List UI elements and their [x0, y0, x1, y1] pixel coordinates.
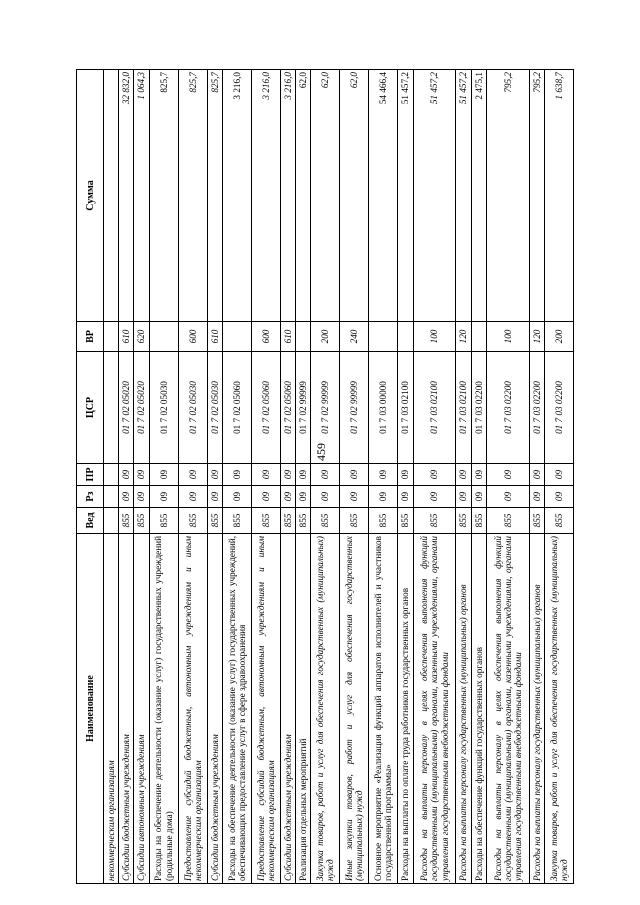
cell-ved: 855: [544, 508, 573, 534]
cell-csr: 01 7 03 02200: [529, 352, 544, 464]
cell-csr: 01 7 02 99999: [340, 352, 369, 464]
cell-name: Основное мероприятие «Реализация функций аппаратов исполнителей и участников государственной программы»: [369, 534, 398, 884]
cell-sum: 1 064,3: [134, 70, 149, 322]
table-row: [251, 70, 280, 884]
table-row: [296, 70, 311, 884]
cell-ved: 855: [471, 508, 486, 534]
cell-vr: 200: [311, 322, 340, 352]
cell-vr: 100: [486, 322, 529, 352]
cell-pr: 09: [398, 464, 413, 486]
header-vr: ВР: [77, 322, 104, 352]
cell-name: Расходы на обеспечение деятельности (оказание услуг) государственных учреждений (родильные дома): [149, 534, 178, 884]
cell-vr: 610: [119, 322, 134, 352]
cell-rz: 09: [340, 486, 369, 508]
cell-rz: 09: [529, 486, 544, 508]
cell-pr: 09: [251, 464, 280, 486]
cell-pr: 09: [207, 464, 222, 486]
table-row: [413, 70, 456, 884]
cell-ved: 855: [311, 508, 340, 534]
cell-sum: 62,0: [340, 70, 369, 322]
cell-csr: 01 7 02 05030: [178, 352, 207, 464]
cell-csr: 01 7 03 02100: [398, 352, 413, 464]
cell-vr: 200: [544, 322, 573, 352]
cell-name: Субсидии бюджетным учреждениям: [207, 534, 222, 884]
table-row: [311, 70, 340, 884]
cell-rz: 09: [544, 486, 573, 508]
header-row: [77, 70, 104, 884]
cell-name: Расходы на обеспечение функций государственных органов: [471, 534, 486, 884]
cell-sum: 1 638,7: [544, 70, 573, 322]
cell-rz: 09: [149, 486, 178, 508]
cell-csr: 01 7 03 02100: [413, 352, 456, 464]
table-row: [119, 70, 134, 884]
cell-vr: [104, 322, 119, 352]
cell-vr: 120: [529, 322, 544, 352]
cell-name: Закупка товаров, работ и услуг для обеспечения государственных (муниципальных) нужд: [311, 534, 340, 884]
cell-ved: 855: [280, 508, 295, 534]
cell-sum: 32 832,0: [119, 70, 134, 322]
cell-name: Иные закупки товаров, работ и услуг для обеспечения государственных (муниципальных) нужд: [340, 534, 369, 884]
cell-name: Расходы на выплаты персоналу государственных (муниципальных) органов: [456, 534, 471, 884]
cell-pr: 09: [149, 464, 178, 486]
cell-pr: [104, 464, 119, 486]
cell-pr: 09: [544, 464, 573, 486]
cell-vr: 100: [413, 322, 456, 352]
cell-vr: 600: [251, 322, 280, 352]
cell-pr: 09: [296, 464, 311, 486]
cell-pr: 09: [178, 464, 207, 486]
table-row: [398, 70, 413, 884]
cell-csr: 01 7 02 05030: [149, 352, 178, 464]
cell-name: некоммерческим организациям: [104, 534, 119, 884]
cell-sum: [104, 70, 119, 322]
cell-rz: 09: [413, 486, 456, 508]
table-row: [529, 70, 544, 884]
cell-name: Расходы на обеспечение деятельности (оказание услуг) государственных учреждений, обеспечивающих предоставление услуг в сфере здравоохранения: [222, 534, 251, 884]
cell-sum: 795,2: [529, 70, 544, 322]
cell-ved: 855: [296, 508, 311, 534]
cell-ved: 855: [134, 508, 149, 534]
cell-pr: 09: [134, 464, 149, 486]
cell-pr: 09: [413, 464, 456, 486]
table-row: [280, 70, 295, 884]
header-sum: Сумма: [77, 70, 104, 322]
cell-pr: 09: [471, 464, 486, 486]
cell-rz: 09: [251, 486, 280, 508]
cell-csr: 01 7 02 05060: [222, 352, 251, 464]
cell-name: Субсидии автономным учреждениям: [134, 534, 149, 884]
cell-ved: 855: [529, 508, 544, 534]
cell-pr: 09: [119, 464, 134, 486]
table-row: [456, 70, 471, 884]
header-rz: Рз: [77, 486, 104, 508]
cell-vr: [471, 322, 486, 352]
table-row: [104, 70, 119, 884]
cell-rz: 09: [134, 486, 149, 508]
table-header: [77, 70, 104, 884]
cell-ved: 855: [456, 508, 471, 534]
cell-vr: 610: [280, 322, 295, 352]
cell-csr: 01 7 02 05060: [280, 352, 295, 464]
cell-csr: 01 7 03 02200: [471, 352, 486, 464]
cell-pr: 09: [311, 464, 340, 486]
cell-sum: 795,2: [486, 70, 529, 322]
cell-csr: 01 7 02 05060: [251, 352, 280, 464]
table-row: [486, 70, 529, 884]
cell-pr: 09: [486, 464, 529, 486]
header-ved: Вед: [77, 508, 104, 534]
cell-sum: 54 466,4: [369, 70, 398, 322]
cell-vr: [296, 322, 311, 352]
cell-ved: 855: [119, 508, 134, 534]
cell-rz: 09: [119, 486, 134, 508]
table-row: [471, 70, 486, 884]
cell-sum: 3 216,0: [222, 70, 251, 322]
cell-sum: 51 457,2: [413, 70, 456, 322]
header-csr: ЦСР: [77, 352, 104, 464]
cell-rz: [104, 486, 119, 508]
cell-csr: 01 7 03 02200: [486, 352, 529, 464]
cell-vr: 620: [134, 322, 149, 352]
cell-ved: 855: [178, 508, 207, 534]
cell-rz: 09: [207, 486, 222, 508]
cell-sum: 3 216,0: [251, 70, 280, 322]
header-name: Наименование: [77, 534, 104, 884]
cell-sum: 825,7: [149, 70, 178, 322]
cell-name: Расходы на выплаты персоналу в целях обеспечения выполнения функций государственными (муниципальными) органами, казенными учреждениями, органами управления государственными внебюджетными фондами: [486, 534, 529, 884]
table-row: [369, 70, 398, 884]
cell-rz: 09: [369, 486, 398, 508]
cell-name: Предоставление субсидий бюджетным, автономным учреждениям и иным некоммерческим организациям: [178, 534, 207, 884]
cell-ved: 855: [398, 508, 413, 534]
rotated-page: [76, 70, 574, 884]
cell-pr: 09: [369, 464, 398, 486]
header-pr: ПР: [77, 464, 104, 486]
cell-pr: 09: [340, 464, 369, 486]
cell-ved: 855: [251, 508, 280, 534]
cell-csr: 01 7 02 05030: [207, 352, 222, 464]
cell-sum: 62,0: [296, 70, 311, 322]
cell-rz: 09: [311, 486, 340, 508]
cell-csr: 01 7 03 00000: [369, 352, 398, 464]
cell-vr: 240: [340, 322, 369, 352]
cell-vr: [398, 322, 413, 352]
cell-csr: 01 7 02 99999: [311, 352, 340, 464]
table-body: [104, 70, 574, 884]
cell-vr: 600: [178, 322, 207, 352]
table-row: [178, 70, 207, 884]
cell-ved: [104, 508, 119, 534]
cell-pr: 09: [222, 464, 251, 486]
cell-sum: 51 457,2: [456, 70, 471, 322]
table-row: [134, 70, 149, 884]
cell-vr: 120: [456, 322, 471, 352]
cell-sum: 62,0: [311, 70, 340, 322]
table-row: [340, 70, 369, 884]
cell-sum: 825,7: [207, 70, 222, 322]
cell-rz: 09: [296, 486, 311, 508]
cell-pr: 09: [529, 464, 544, 486]
cell-csr: 01 7 02 05020: [119, 352, 134, 464]
cell-sum: 51 457,2: [398, 70, 413, 322]
cell-rz: 09: [222, 486, 251, 508]
cell-vr: 610: [207, 322, 222, 352]
cell-rz: 09: [456, 486, 471, 508]
cell-pr: 09: [456, 464, 471, 486]
cell-sum: 2 475,1: [471, 70, 486, 322]
table-row: [149, 70, 178, 884]
cell-ved: 855: [486, 508, 529, 534]
cell-csr: 01 7 03 02100: [456, 352, 471, 464]
cell-vr: [149, 322, 178, 352]
cell-rz: 09: [398, 486, 413, 508]
cell-rz: 09: [471, 486, 486, 508]
cell-ved: 855: [413, 508, 456, 534]
table-row: [544, 70, 573, 884]
cell-ved: 855: [222, 508, 251, 534]
table-row: [207, 70, 222, 884]
cell-pr: 09: [280, 464, 295, 486]
cell-name: Реализация отдельных мероприятий: [296, 534, 311, 884]
cell-csr: [104, 352, 119, 464]
cell-rz: 09: [178, 486, 207, 508]
cell-sum: 825,7: [178, 70, 207, 322]
table-row: [222, 70, 251, 884]
page-number: 459: [314, 443, 328, 461]
cell-name: Предоставление субсидий бюджетным, автономным учреждениям и иным некоммерческим организациям: [251, 534, 280, 884]
cell-name: Расходы на выплаты персоналу в целях обеспечения выполнения функций государственными (муниципальными) органами, казенными учреждениями, органами управления государственными внебюджетными фондами: [413, 534, 456, 884]
cell-sum: 3 216,0: [280, 70, 295, 322]
cell-name: Закупка товаров, работ и услуг для обеспечения государственных (муниципальных) нужд: [544, 534, 573, 884]
cell-vr: [222, 322, 251, 352]
cell-ved: 855: [369, 508, 398, 534]
budget-table: [76, 69, 574, 884]
cell-ved: 855: [340, 508, 369, 534]
cell-name: Расходы на выплаты персоналу государственных (муниципальных) органов: [529, 534, 544, 884]
cell-name: Субсидии бюджетным учреждениям: [119, 534, 134, 884]
cell-name: Субсидии бюджетным учреждениям: [280, 534, 295, 884]
cell-name: Расходы на выплаты по оплате труда работников государственных органов: [398, 534, 413, 884]
cell-ved: 855: [207, 508, 222, 534]
cell-csr: 01 7 03 02200: [544, 352, 573, 464]
cell-csr: 01 7 02 05020: [134, 352, 149, 464]
cell-ved: 855: [149, 508, 178, 534]
cell-rz: 09: [486, 486, 529, 508]
cell-csr: 01 7 02 99999: [296, 352, 311, 464]
cell-vr: [369, 322, 398, 352]
cell-rz: 09: [280, 486, 295, 508]
